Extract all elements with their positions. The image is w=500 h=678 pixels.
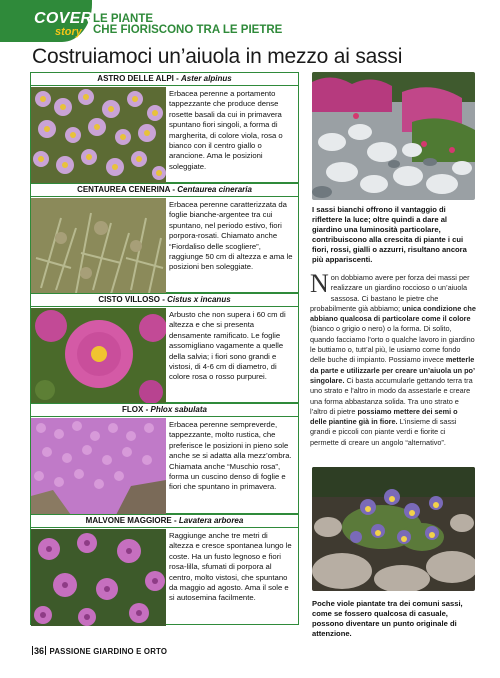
caption-bottom: Poche viole piantate tra dei comuni sassi, come se fossero qualcosa di casuale, possono diventare un punto originale di attenzione. xyxy=(312,599,463,638)
plant-description: Erbacea perenne sempreverde, tappezzante, molto rustica, che preferisce le posizioni in pieno sole anche se si adatta alla mezz’ombra. Chiamata anche “Muschio rosa”, forma un cuscino denso di foglie e fiori che spuntano in primavera. xyxy=(169,420,292,492)
plant-title: CENTAUREA CENERINA - Centaurea cineraria xyxy=(31,184,298,197)
kicker xyxy=(93,14,282,36)
kicker-line-1: LE PIANTE xyxy=(93,13,154,25)
plant-description: Erbacea perenne a portamento tappezzante che produce dense rosette basali da cui in primavera spuntano fiori singoli, a forma di margherita, di colore viola, rosa o bianco con il centro giallo o arancione. Ama le posizioni soleggiate. xyxy=(169,89,283,171)
plant-title: ASTRO DELLE ALPI - Aster alpinus xyxy=(31,73,298,86)
plant-title: CISTO VILLOSO - Cistus x incanus xyxy=(31,294,298,307)
section-sublabel: story xyxy=(55,26,82,38)
page-title: Costruiamoci un’aiuola in mezzo ai sassi xyxy=(32,45,403,68)
section-label: COVER xyxy=(34,10,93,27)
page-number: 36 xyxy=(34,646,45,656)
plant-card-centaurea xyxy=(30,183,299,293)
magazine-name: PASSIONE GIARDINO E ORTO xyxy=(49,647,168,656)
plant-card-phlox xyxy=(30,403,299,514)
page-footer xyxy=(31,646,167,656)
rock-garden-photo xyxy=(312,72,475,200)
plant-card-cistus xyxy=(30,293,299,403)
plant-description: Raggiunge anche tre metri di altezza e cresce spontanea lungo le coste. Ha un fusto legnoso e fiori rosa-lilla, sfumati di porpora al centro, molto vistosi, che spuntano da maggio ad agosto. Ama il sole e si autosemina facilmente. xyxy=(169,531,292,603)
caption-top: I sassi bianchi offrono il vantaggio di riflettere la luce; oltre quindi a dare al giardino una luminosità particolare, contribuiscono alla crescita di piante i cui fiori, rossi, gialli o azzurri, risultano ancora più appariscenti. xyxy=(312,205,467,264)
plant-description: Erbacea perenne caratterizzata da foglie bianche-argentee tra cui spuntano, nel periodo estivo, fiori porpora-rosati. Chiamato anche “Fiordaliso delle scogliere”, raggiunge 50 cm di altezza e ama le posizioni ben soleggiate. xyxy=(169,200,293,272)
violas-photo xyxy=(312,467,475,591)
plant-title: MALVONE MAGGIORE - Lavatera arborea xyxy=(31,515,298,528)
aster-photo xyxy=(31,87,166,184)
plant-title: FLOX - Phlox sabulata xyxy=(31,404,298,417)
plant-card-lavatera xyxy=(30,514,299,625)
plant-card-aster xyxy=(30,72,299,183)
plant-description: Arbusto che non supera i 60 cm di altezza e che si presenta densamente ramificato. Le foglie assomigliano vagamente a quelle della salvia; i fiori sono grandi e vistosi, di 4-6 cm di diametro, di colore rosa o rosso purpurei. xyxy=(169,310,286,382)
drop-cap: N xyxy=(310,269,329,298)
centaurea-photo xyxy=(31,198,166,294)
article-body: Non dobbiamo avere per forza dei massi per realizzare un giardino roccioso o un’aiuola sassosa. Ci bastano le pietre che probabilmente già abbiamo; unica condizione che abbiano qualcosa di particolare come il colore (bianco o grigio o nero) o la forma. Di solito, quando facciamo l’orto o qualche lavoro in giardino le buttiamo o, tutt’al più, le usiamo come fondo delle buche di impianto. Possiamo invece metterle da parte e utilizzarle per creare un’aiuola un po’ singolare. Ci basta accumularle gettando terra tra uno strato e l’altro in modo da assestarle e creare una forma abbastanza solida. Tra uno strato e l’altro di pietre possiamo mettere dei semi o delle piantine già in fiore. L’insieme di sassi grandi e piccoli con piante verdi e fiorite ci permette di creare un angolo “alternativo”. xyxy=(310,269,476,447)
lavatera-photo xyxy=(31,529,166,626)
phlox-photo xyxy=(31,418,166,515)
kicker-line-2: CHE FIORISCONO TRA LE PIETRE xyxy=(93,24,283,36)
cistus-photo xyxy=(31,308,166,404)
